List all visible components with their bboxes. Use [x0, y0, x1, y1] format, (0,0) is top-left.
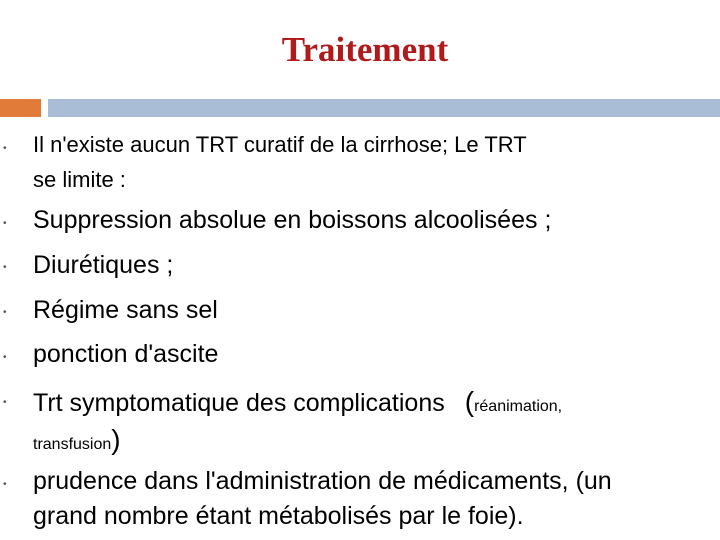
close-parenthesis: ): [111, 424, 121, 455]
bullet-line: se limite :: [33, 167, 126, 192]
bullet-icon: •: [3, 143, 7, 154]
bullet-line: prudence dans l'administration de médicaments, (un: [33, 467, 612, 495]
bullet-icon: •: [3, 307, 7, 318]
bullet-line: Il n'existe aucun TRT curatif de la cirrhose; Le TRT: [33, 132, 527, 157]
bullet-icon: •: [3, 352, 7, 363]
bullet-icon: •: [3, 397, 7, 408]
bullet-continuation: [33, 424, 121, 456]
bullet-icon: •: [3, 218, 7, 229]
bullet-note: réanimation,: [474, 398, 563, 415]
bullet-main-text: Trt symptomatique des complications: [33, 389, 445, 417]
accent-bar-blue: [48, 99, 720, 117]
bullet-line: Régime sans sel: [33, 296, 218, 324]
bullet-line: Diurétiques ;: [33, 251, 174, 279]
bullet-line: Suppression absolue en boissons alcoolisées ;: [33, 206, 552, 234]
bullet-note: transfusion: [33, 436, 112, 453]
slide-title: Traitement: [281, 30, 449, 69]
bullet-line: grand nombre étant métabolisés par le foie).: [33, 502, 524, 530]
bullet-line: ponction d'ascite: [33, 340, 219, 368]
bullet-icon: •: [3, 262, 7, 273]
accent-bar-orange: [0, 99, 41, 117]
bullet-line: [33, 386, 562, 418]
bullet-icon: •: [3, 479, 7, 490]
open-parenthesis: (: [464, 386, 475, 417]
